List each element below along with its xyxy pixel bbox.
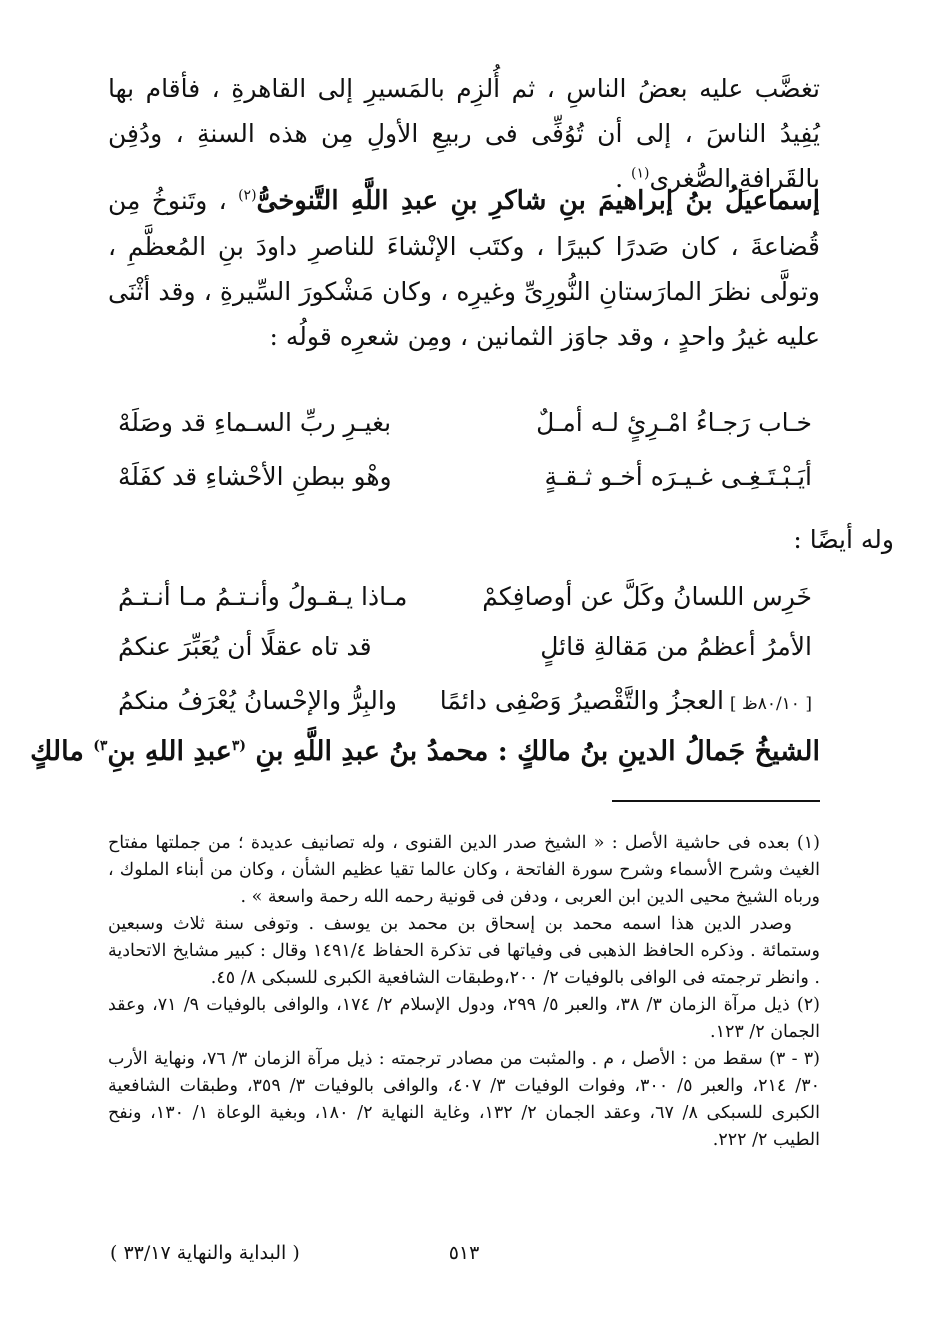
hemistich-first-text: العجزُ والتَّقْصيرُ وَصْفِى دائمًا	[439, 686, 724, 715]
hemistich-first: أيَـبْـتَـغِـى غـيـرَه أخـو ثـقـةٍ	[544, 462, 812, 491]
footnote-2: (٢) ذيل مرآة الزمان ٣/ ٣٨، والعبر ٥/ ٢٩٩، ودول الإسلام ٢/ ١٧٤، والوافى بالوفيات ٩/ ٧١، وعقد الجمان ٢/ ١٢٣.	[108, 995, 820, 1042]
poem-verse	[108, 454, 820, 500]
footnote-marker-1: (١)	[630, 165, 650, 182]
poem-verse	[108, 400, 820, 446]
hemistich-second: مـاذا يـقـولُ وأنـتـمُ مـا أنـتـمُ	[118, 582, 408, 611]
poem-verse	[108, 624, 820, 670]
footnote-separator	[612, 800, 820, 802]
volume-folio-ref: [ ٨٠/١٠ظ ]	[729, 694, 812, 714]
entry-ismail-text: ، وتَنوخُ مِن قُضاعةَ ، كان صَدرًا كبيرًا ، وكتَب الإنْشاءَ للناصرِ داودَ بنِ المُعظَّمِ ، وتولَّى نظرَ المارَستانِ النُّورِىِّ وغيرِه ، وكان مَشْكورَ السِّيرةِ ، وقد أثْنَى عليه غيرُ واحدٍ ، وقد جاوَز الثمانين ، ومِن شعرِه قولُه :	[108, 186, 820, 351]
page-footer	[108, 1235, 820, 1271]
hemistich-second: قد تاه عقلًا أن يُعَبِّرَ عنكمُ	[118, 632, 372, 661]
entry-ismail-name: إسماعيلُ بنُ إبراهيمَ بنِ شاكرِ بنِ عبدِ اللَّهِ التَّنوخىُّ	[256, 186, 820, 216]
footnote-marker-3-close: ٣)	[93, 738, 108, 754]
hemistich-first: خـاب رَجـاءُ امْـرِئٍ لـه أمـلٌ	[536, 408, 812, 437]
footnote-marker-3-open: (٣	[231, 738, 246, 754]
heading-part-3: مالكٍ	[30, 736, 94, 767]
entry-ismail	[108, 178, 820, 359]
hemistich-first: خَرِس اللسانُ وكَلَّ عن أوصافِكمْ	[482, 582, 812, 611]
intro-end: .	[615, 164, 631, 193]
source-reference: ( البداية والنهاية ٣٣/١٧ )	[110, 1242, 300, 1264]
intro-text: تغضَّب عليه بعضُ الناسِ ، ثم أُلزِم بالمَسيرِ إلى القاهرةِ ، فأقام بها يُفِيدُ الناسَ ، إلى أن تُوُفِّى فى ربيعِ الأولِ مِن هذه السنةِ ، ودُفِن بالقَرافةِ الصُّغرى	[108, 74, 820, 193]
hemistich-second: والبِرُّ والإحْسانُ يُعْرَفُ منكمُ	[118, 686, 397, 715]
heading-part-2: عبدِ اللهِ بنِ	[107, 736, 232, 767]
heading-part-1: الشيخُ جَمالُ الدينِ بنُ مالكٍ : محمدُ بنُ عبدِ اللَّهِ بنِ	[246, 736, 820, 767]
poem-verse	[108, 678, 820, 724]
footnote-3: (٣ - ٣) سقط من : الأصل ، م . والمثبت من مصادر ترجمته : ذيل مرآة الزمان ٣/ ٧٦، ونهاية الأرب ٣٠/ ٢١٤، والعبر ٥/ ٣٠٠، وفوات الوفيات ٣/ ٤٠٧، والوافى بالوفيات ٣/ ٣٥٩، وطبقات الشافعية الكبرى للسبكى ٨/ ٦٧، وعقد الجمان ٢/ ١٣٢، وغاية النهاية ٢/ ١٨٠، وبغية الوعاة ١/ ١٣٠، ونفح الطيب ٢/ ٢٢٢.	[108, 1049, 820, 1150]
footnote-marker-2: (٢)	[238, 187, 257, 204]
also-label: وله أيضًا :	[793, 525, 894, 554]
hemistich-second: وهْو ببطنِ الأحْشاءِ قد كفَلَهْ	[118, 462, 392, 491]
page-number: ٥١٣	[448, 1242, 480, 1264]
poem-verse	[108, 574, 820, 620]
footnote-1-continued: وصدر الدين هذا اسمه محمد بن إسحاق بن محمد بن يوسف . وتوفى سنة ثلاث وسبعين وستمائة . وذكره الحافظ الذهبى فى وفياتها فى تذكرة الحفاظ ١٤٩١/٤ وقال : كبير مشايخ الاتحادية . وانظر ترجمته فى الوافى بالوفيات ٢/ ٢٠٠،وطبقات الشافعية الكبرى للسبكى ٨/ ٤٥.	[108, 914, 820, 988]
hemistich-first	[439, 678, 812, 727]
entry-ibn-malik-heading	[30, 730, 820, 774]
footnote-1: (١) بعده فى حاشية الأصل : « الشيخ صدر الدين القنوى ، وله تصانيف عديدة ؛ من جملتها مفتاح الغيث وشرح الأسماء وشرح سورة الفاتحة ، وكان عالما تقيا عظيم الشأن ، وكان من أبناء الملوك ، ورباه الشيخ محيى الدين ابن العربى ، ودفن فى قونية رحمه الله رحمة واسعة » .	[108, 833, 820, 907]
footnotes	[108, 830, 820, 1154]
hemistich-second: بغيـرِ ربِّ السـماءِ قد وصَلَهْ	[118, 408, 392, 437]
hemistich-first: الأمرُ أعظمُ من مَقالةِ قائلٍ	[540, 632, 812, 661]
